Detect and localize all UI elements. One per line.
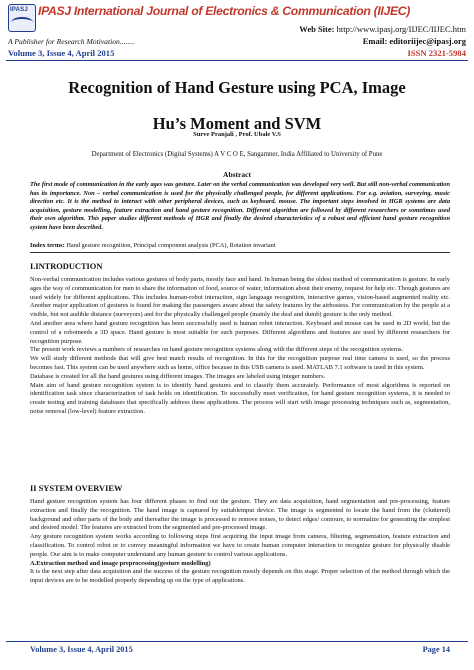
overview-paragraph: Any gesture recognition system works according to following steps first acquiring the input image from camera, filtering, segmentation, feature extraction and classification. To control robot or to convey meaningful information we have to create human computer interaction to recognize gesture for physically disable people. Our aim is to make computer understand any human gesture to control various applications. bbox=[30, 533, 450, 558]
introduction-heading: I.INTRODUCTION bbox=[30, 262, 103, 271]
overview-paragraph: Hand gesture recognition system has four different phases to find out the gesture. They are data acquisition, hand segmentation and pre-processing, feature extraction and finally the recognition. The hand image is captured by suitableinput device. The image is segmented to locate the hand from the (cluttered) background and other parts of the body and thereafter the image is processed to remove noises, to detect edges/ contours, to normalize for generating the simplest and desired model. The features are extracted from the segmented and pre-processed image. bbox=[30, 498, 450, 532]
intro-paragraph: Database is created for all the hand gestures using different images. The images are labeled using integer numbers. bbox=[30, 372, 326, 380]
editor-email: Email: editoriijec@ipasj.org bbox=[362, 36, 466, 46]
intro-paragraph: And another area where hand gesture recognition has been successfully used is human robot interaction. Keyboard and mouse can be used in 2D world, but the control of a robotneeds a 3D space. Hand gesture is most suitable for such purposes. Different algorithms and features are used by different researchers for recognition purpose. bbox=[30, 319, 450, 345]
logo-text: IPASJ bbox=[10, 7, 28, 13]
header-divider bbox=[6, 60, 468, 61]
publisher-tagline: A Publisher for Research Motivation........ bbox=[8, 37, 135, 46]
logo-swoosh-icon bbox=[11, 17, 33, 28]
abstract-heading: Abstract bbox=[223, 170, 251, 179]
journal-title: IPASJ International Journal of Electronics & Communication (IIJEC) bbox=[38, 4, 411, 18]
intro-paragraph: Non-verbal communication includes various gestures of body parts, mostly face and hand. In human being the oldest method of communication is gesture. In early ages the way of communication for men to share the information of food, source of water, information about their enemy, request for help etc. Though gestures are used widely for different applications. This includes human-robot interaction, sign language recognition, interactive games, vision-based augmented reality etc. Another major application of gestures is found for making the passengers aware about the safety features by the airhostess. For communication by the people at a visible, but not audible distance (surveyors) and for the physically challenged people (mainly the deaf and dumb) gesture is the only method. bbox=[30, 276, 450, 319]
header-volume: Volume 3, Issue 4, April 2015 bbox=[8, 48, 115, 58]
website-label: Web Site: bbox=[299, 24, 335, 34]
intro-paragraph: We will study different methods that will give best match results of recognition. In this for the recognition purpose real time camera is used, so the process becomes fast. This system can be used anywhere such as home, office because in this USB camera is used. MATLAB 7.1 software is used in this system. bbox=[30, 355, 450, 371]
footer-divider bbox=[6, 641, 468, 642]
footer-page-number: Page 14 bbox=[422, 645, 450, 654]
index-terms-label: Index terms: bbox=[30, 242, 65, 249]
header-issn: ISSN 2321-5984 bbox=[407, 48, 466, 58]
index-terms bbox=[30, 242, 450, 251]
journal-logo bbox=[8, 4, 36, 32]
paper-title-line-1: Recognition of Hand Gesture using PCA, Image bbox=[68, 78, 406, 97]
system-overview-body bbox=[30, 498, 450, 586]
website-url: http://www.ipasj.org/IIJEC/IIJEC.htm bbox=[336, 24, 466, 34]
index-terms-text: Hand gesture recognition, Principal component analysis (PCA), Rotation invariant bbox=[66, 242, 276, 249]
footer-volume: Volume 3, Issue 4, April 2015 bbox=[30, 645, 133, 654]
extraction-paragraph: It is the next step after data acquisition and the success of the gesture recognition mostly depends on this stage. Proper selection of the method through which the input devices are to be modelled properly depending up on the type of applications. bbox=[30, 568, 450, 585]
intro-paragraph: The present work reviews a numbers of researches on hand gesture recognition systems along with the different steps of the recognition systems. bbox=[30, 346, 404, 354]
website-line bbox=[299, 24, 466, 34]
paper-authors: Surve Pranjali , Prof. Ubale V.S bbox=[193, 131, 281, 138]
system-overview-heading: II SYSTEM OVERVIEW bbox=[30, 484, 123, 493]
introduction-body bbox=[30, 276, 450, 417]
extraction-subheading: A.Extraction method and image preprocessing(gesture modelling) bbox=[30, 559, 211, 567]
abstract-text: The first mode of communication in the early ages was gesture. Later on the verbal communication was developed very well. But still non-verbal communication has its importance. Non – verbal communication is used for the physically challenged people, for different applications. For e.g. aviation, surveying, music direction etc. It is the method to interact with other peripheral devices, such as keyboard, mouse. The important steps involved in HGR systems are data acquisition, gesture modelling, feature extraction and hand gesture recognition. Different algorithm are followed by different researchers or sometimes used their own algorithm. This paper studies different methods of HGR and finally the desired characteristics of a robust and efficient hand gesture recognition system have been described. bbox=[30, 181, 450, 231]
paper-affiliation: Department of Electronics (Digital Systems) A V C O E, Sangamner, India Affiliated to University of Pune bbox=[91, 151, 383, 158]
intro-paragraph: Main aim of hand gesture recognition system is to identify hand gestures and to classify them accurately. Performance of most algorithms is reported on identification task since characterization of task holds on identification. To successfully meet verification, for hand gesture recognition systems, it is needed to create testing and training databases that specifically address these applications. The process will start with image processing techniques such as, segmentation, noise removal (low-level) feature extraction. bbox=[30, 381, 450, 415]
abstract-divider bbox=[30, 252, 450, 253]
paper-title-line-2: Hu’s Moment and SVM bbox=[152, 114, 322, 133]
